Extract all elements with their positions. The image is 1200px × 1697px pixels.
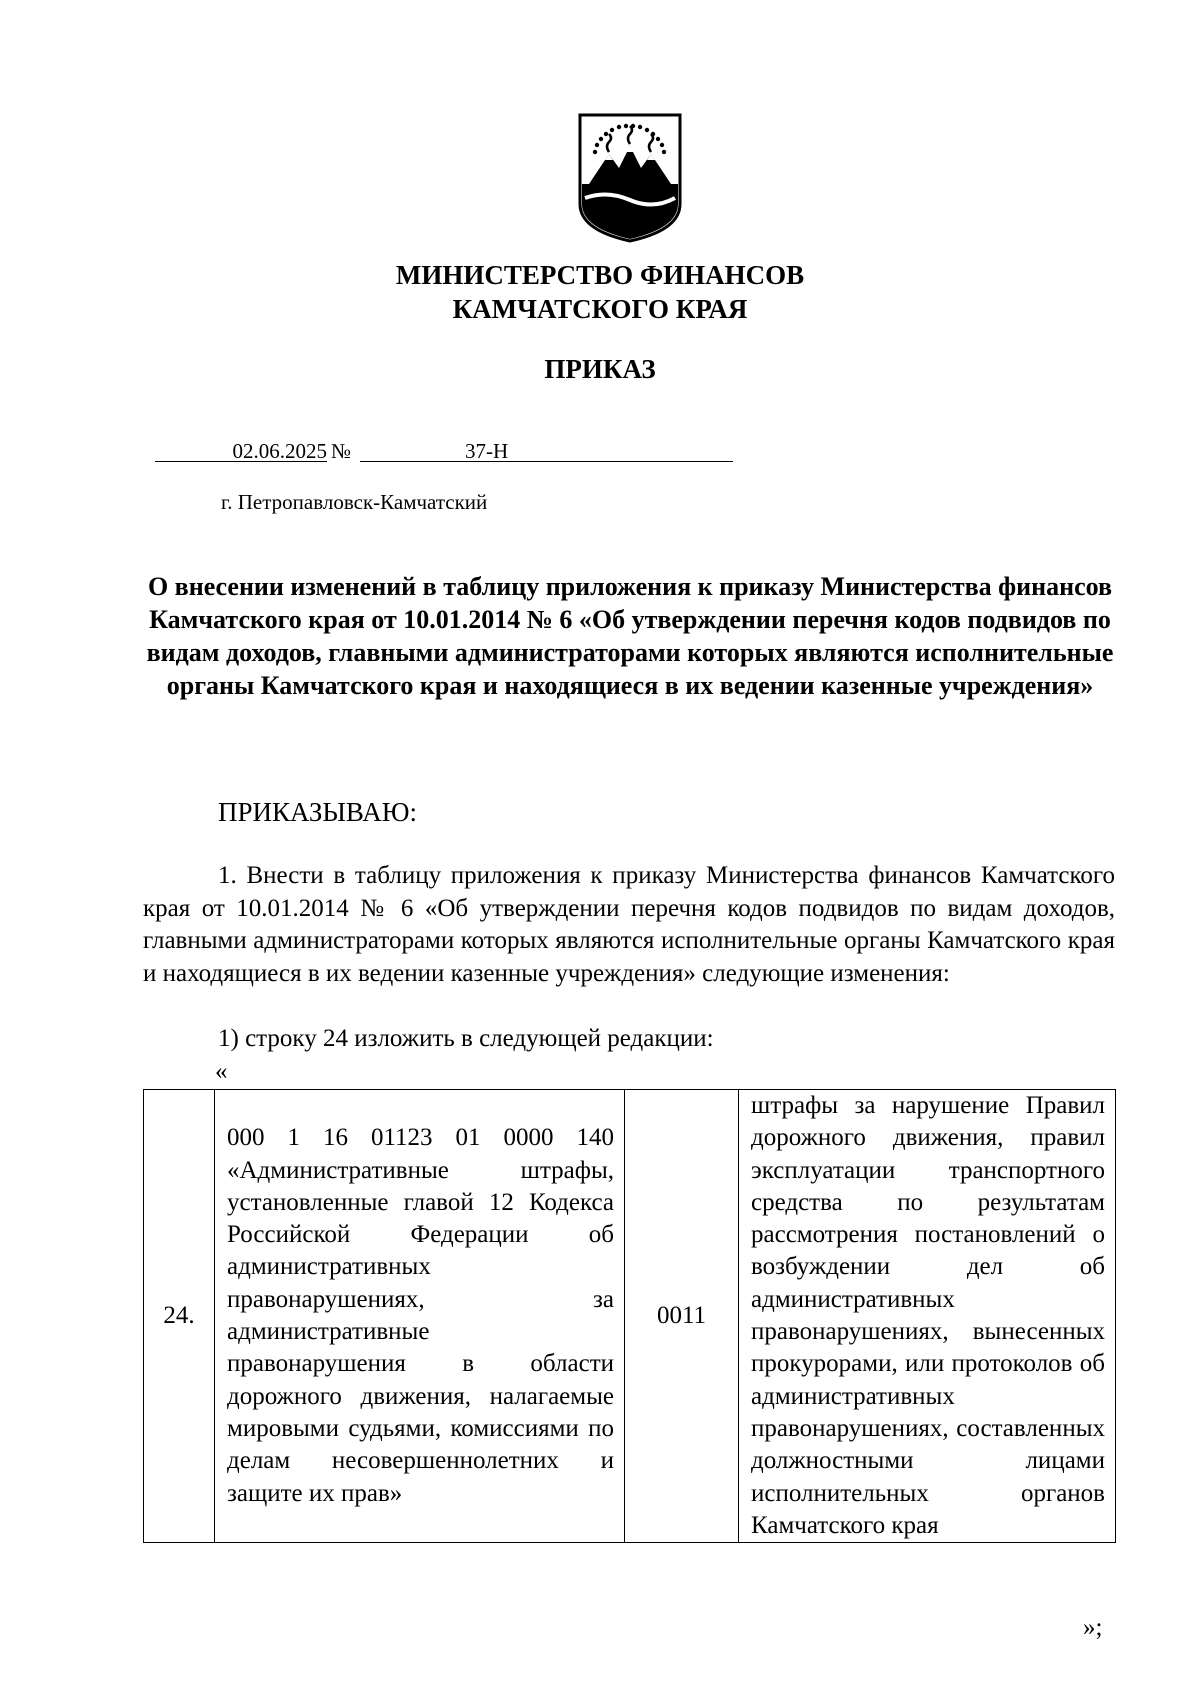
decree-heading: ПРИКАЗЫВАЮ: xyxy=(218,797,417,827)
opening-quote: « xyxy=(215,1058,228,1085)
number-field xyxy=(360,436,733,462)
document-subject: О внесении изменений в таблицу приложения к приказу Министерства финансов Камчатского края от 10.01.2014 № 6 «Об утверждении перечня кодов подвидов по видам доходов, главными администраторами которых являются исполнительные органы Камчатского края и находящиеся в их ведении казенные учреждения» xyxy=(146,572,1114,700)
date-field xyxy=(155,436,327,462)
document-number: 37-Н xyxy=(465,439,509,463)
document-date: 02.06.2025 xyxy=(232,439,327,463)
city-line: г. Петропавловск-Камчатский xyxy=(221,490,488,514)
income-code-cell: 000 1 16 01123 01 0000 140 «Административные штрафы, установленные главой 12 Кодекса Российской Федерации об административных правонарушениях, за административные правонарушения в области дорожного движения, налагаемые мировыми судьями, комиссиями по делам несовершеннолетних и защите их прав» xyxy=(215,1090,625,1543)
document-type-title: ПРИКАЗ xyxy=(544,354,656,384)
paragraph-2: 1) строку 24 изложить в следующей редакции: xyxy=(218,1025,714,1052)
ministry-name-line-1: МИНИСТЕРСТВО ФИНАНСОВ xyxy=(395,260,805,290)
number-sign: № xyxy=(331,439,352,463)
description-cell: штрафы за нарушение Правил дорожного движения, правил эксплуатации транспортного средства по результатам рассмотрения постановлений о возбуждении дел об административных правонарушениях, вынесенных прокурорами, или протоколов об административных правонарушениях, составленных должностными лицами исполнительных органов Камчатского края xyxy=(739,1090,1116,1543)
paragraph-1: 1. Внести в таблицу приложения к приказу Министерства финансов Камчатского края от 10.01.2014 № 6 «Об утверждении перечня кодов подвидов по видам доходов, главными администраторами которых являются исполнительные органы Камчатского края и находящиеся в их ведении казенные учреждения» следующие изменения: xyxy=(143,862,1115,987)
ministry-name-line-2: КАМЧАТСКОГО КРАЯ xyxy=(452,294,748,324)
row-number-cell: 24. xyxy=(144,1090,215,1543)
coat-of-arms-emblem xyxy=(577,112,683,244)
table-row xyxy=(144,1090,1116,1543)
closing-quote: »; xyxy=(1083,1614,1103,1641)
subtype-code-cell: 0011 xyxy=(625,1090,739,1543)
amendment-table xyxy=(143,1089,1116,1543)
